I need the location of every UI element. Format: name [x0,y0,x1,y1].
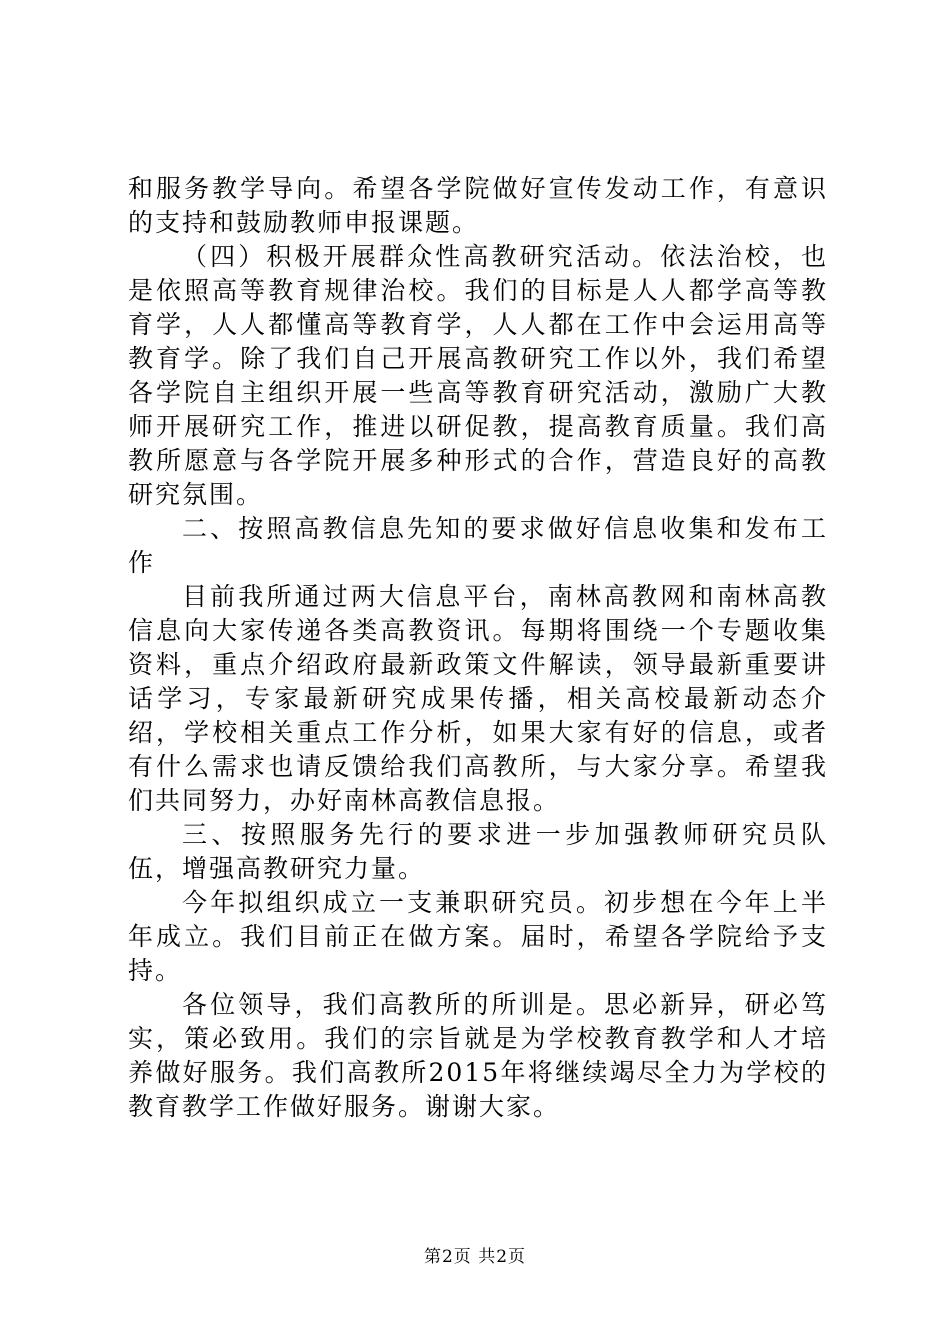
document-body [128,172,828,1124]
paragraph-information-platform: 目前我所通过两大信息平台，南林高教网和南林高教信息向大家传递各类高教资讯。每期将围绕一个专题收集资料，重点介绍政府最新政策文件解读，领导最新重要讲话学习，专家最新研究成果传播，相关高校最新动态介绍，学校相关重点工作分析，如果大家有好的信息，或者有什么需求也请反馈给我们高教所，与大家分享。希望我们共同努力，办好南林高教信息报。 [128,582,828,815]
section-heading-researchers: 三、按照服务先行的要求进一步加强教师研究员队伍，增强高教研究力量。 [128,820,828,883]
section-heading-information: 二、按照高教信息先知的要求做好信息收集和发布工作 [128,514,828,577]
page-number-footer: 第2页 共2页 [423,1247,527,1267]
paragraph-research-activities: （四）积极开展群众性高教研究活动。依法治校，也是依照高等教育规律治校。我们的目标是人人都学高等教育学，人人都懂高等教育学，人人都在工作中会运用高等教育学。除了我们自己开展高教研究工作以外，我们希望各学院自主组织开展一些高等教育研究活动，激励广大教师开展研究工作，推进以研促教，提高教育质量。我们高教所愿意与各学院开展多种形式的合作，营造良好的高教研究氛围。 [128,242,828,509]
paragraph-closing: 各位领导，我们高教所的所训是。思必新异，研必笃实，策必致用。我们的宗旨就是为学校教育教学和人才培养做好服务。我们高教所2015年将继续竭尽全力为学校的教育教学工作做好服务。谢谢大家。 [128,990,828,1121]
paragraph-part-time-researchers: 今年拟组织成立一支兼职研究员。初步想在今年上半年成立。我们目前正在做方案。届时，希望各学院给予支持。 [128,888,828,985]
paragraph-continuation: 和服务教学导向。希望各学院做好宣传发动工作，有意识的支持和鼓励教师申报课题。 [128,174,828,237]
